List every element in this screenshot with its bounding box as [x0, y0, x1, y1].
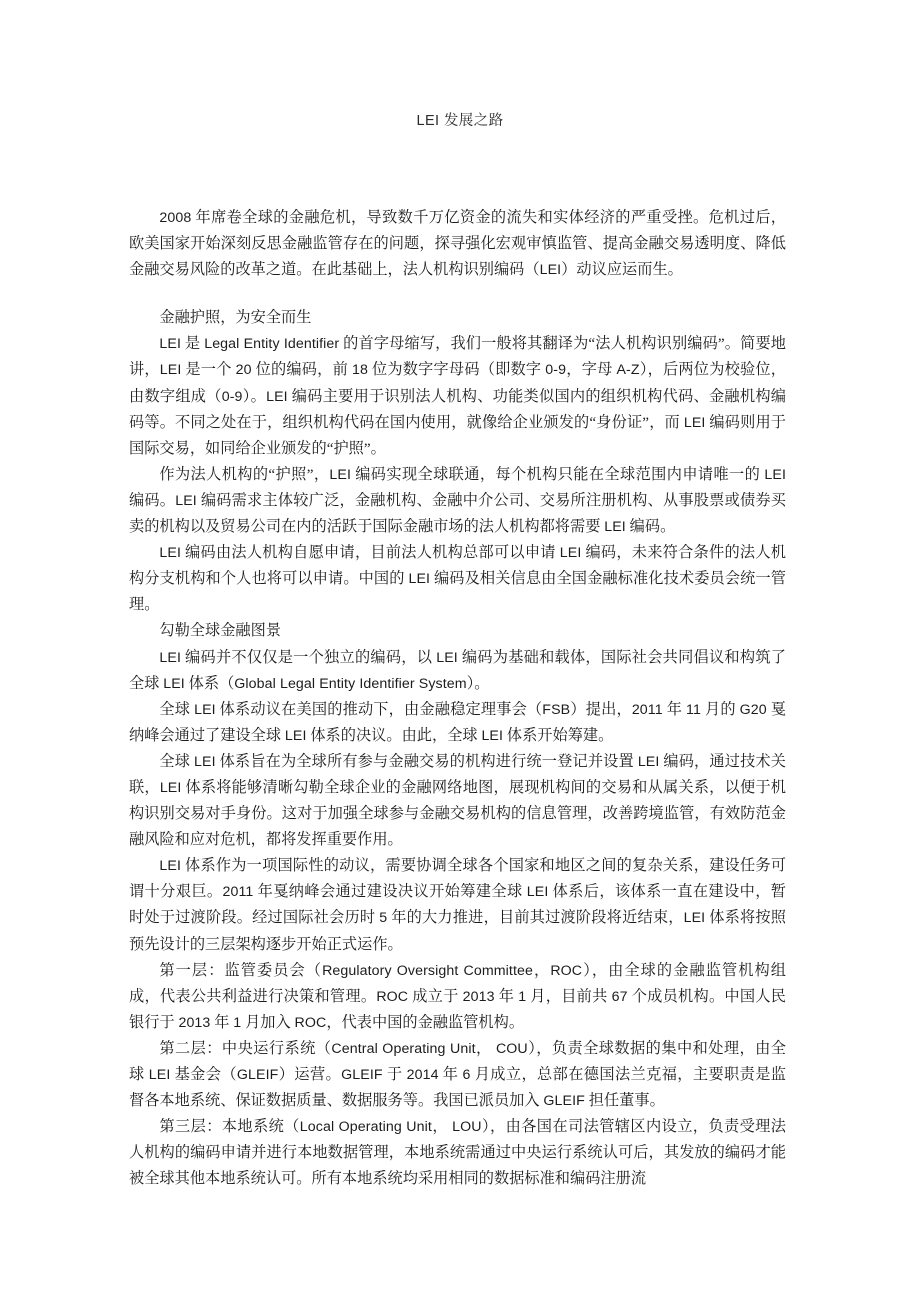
body-paragraph: LEI 编码由法人机构自愿申请，目前法人机构总部可以申请 LEI 编码，未来符合条件的法人机构分支机构和个人也将可以申请。中国的 LEI 编码及相关信息由全国金融标准化技术委员会统一管理。: [129, 544, 786, 614]
body-paragraph: 第二层：中央运行系统（Central Operating Unit， COU），负责全球数据的集中和处理，由全球 LEI 基金会（GLEIF）运营。GLEIF 于 2014 年 6 月成立，总部在德国法兰克福，主要职责是监督各本地系统、保证数据质量、数据服务等。我国已派员加入 GLEIF 担任董事。: [129, 1039, 786, 1110]
section-subheading: 金融护照，为安全而生: [159, 309, 312, 327]
page-title: LEI 发展之路: [416, 113, 504, 129]
body-paragraph: 第一层：监管委员会（Regulatory Oversight Committee，ROC），由全球的金融监管机构组成，代表公共利益进行决策和管理。ROC 成立于 2013 年 1 月，目前共 67 个成员机构。中国人民银行于 2013 年 1 月加入 ROC，代表中国的金融监管机构。: [129, 961, 787, 1031]
section-subheading: 勾勒全球金融图景: [159, 622, 282, 640]
body-paragraph: 作为法人机构的“护照”，LEI 编码实现全球联通，每个机构只能在全球范围内申请唯一的 LEI 编码。LEI 编码需求主体较广泛，金融机构、金融中介公司、交易所注册机构、从事股票或债券买卖的机构以及贸易公司在内的活跃于国际金融市场的法人机构都将需要 LEI 编码。: [129, 465, 787, 536]
body-paragraph: 全球 LEI 体系动议在美国的推动下，由金融稳定理事会（FSB）提出，2011 年 11 月的 G20 戛纳峰会通过了建设全球 LEI 体系的决议。由此，全球 LEI 体系开始筹建。: [129, 700, 786, 744]
body-paragraph: 2008 年席卷全球的金融危机，导致数千万亿资金的流失和实体经济的严重受挫。危机过后，欧美国家开始深刻反思金融监管存在的问题，探寻强化宏观审慎监管、提高金融交易透明度、降低金融交易风险的改革之道。在此基础上，法人机构识别编码（LEI）动议应运而生。: [129, 209, 786, 279]
document-body: [129, 205, 786, 1192]
body-paragraph: 第三层：本地系统（Local Operating Unit， LOU），由各国在司法管辖区内设立，负责受理法人机构的编码申请并进行本地数据管理，本地系统需通过中央运行系统认可后，其发放的编码才能被全球其他本地系统认可。所有本地系统均采用相同的数据标准和编码注册流: [129, 1118, 786, 1188]
body-paragraph: LEI 是 Legal Entity Identifier 的首字母缩写，我们一般将其翻译为“法人机构识别编码”。简要地讲，LEI 是一个 20 位的编码，前 18 位为数字字母码（即数字 0-9，字母 A-Z），后两位为校验位，由数字组成（0-9）。LEI 编码主要用于识别法人机构、功能类似国内的组织机构代码、金融机构编码等。不同之处在于，组织机构代码在国内使用，就像给企业颁发的“身份证”，而 LEI 编码则用于国际交易，如同给企业颁发的“护照”。: [129, 335, 787, 457]
body-paragraph: LEI 体系作为一项国际性的动议，需要协调全球各个国家和地区之间的复杂关系，建设任务可谓十分艰巨。2011 年戛纳峰会通过建设决议开始筹建全球 LEI 体系后，该体系一直在建设中，暂时处于过渡阶段。经过国际社会历时 5 年的大力推进，目前其过渡阶段将近结束，LEI 体系将按照预先设计的三层架构逐步开始正式运作。: [129, 857, 786, 953]
body-paragraph: 全球 LEI 体系旨在为全球所有参与金融交易的机构进行统一登记并设置 LEI 编码，通过技术关联，LEI 体系将能够清晰勾勒全球企业的金融网络地图，展现机构间的交易和从属关系，以便于机构识别交易对手身份。这对于加强全球参与金融交易机构的信息管理，改善跨境监管，有效防范金融风险和应对危机，都将发挥重要作用。: [129, 752, 786, 849]
body-paragraph: LEI 编码并不仅仅是一个独立的编码，以 LEI 编码为基础和载体，国际社会共同倡议和构筑了全球 LEI 体系（Global Legal Entity Identifier System）。: [129, 648, 786, 692]
